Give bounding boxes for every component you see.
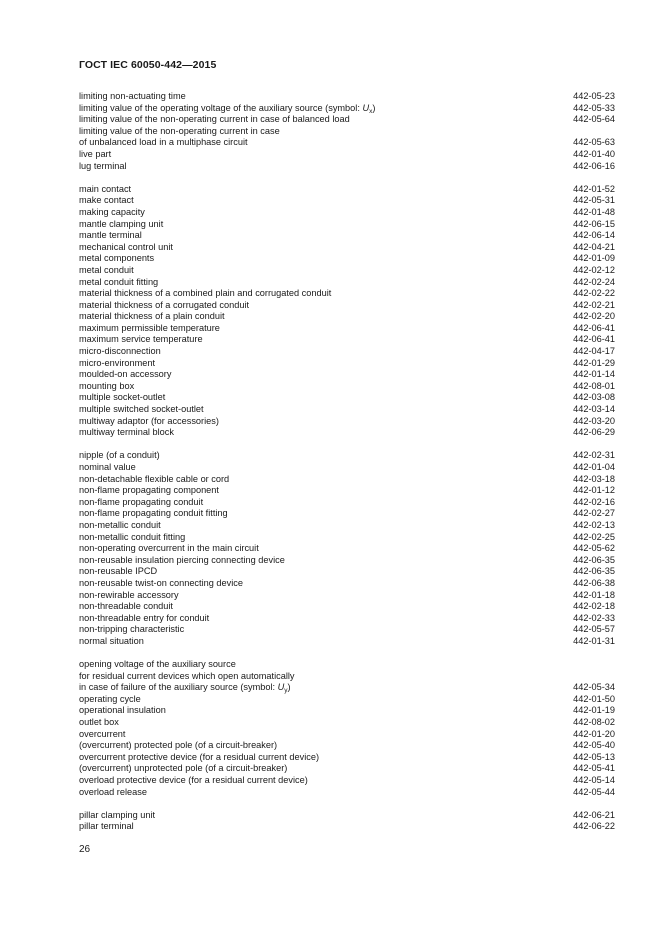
index-entry [79,659,615,671]
index-code: 442-04-17 [573,346,615,357]
index-entry [79,497,615,509]
index-entry [79,230,615,242]
term-text: making capacity [79,206,145,217]
index-code: 442-02-31 [573,450,615,461]
index-entry [79,323,615,335]
index-entry [79,682,615,694]
index-entry [79,601,615,613]
index-code: 442-06-29 [573,427,615,438]
index-code: 442-05-40 [573,740,615,751]
index-code: 442-03-08 [573,392,615,403]
term-text: material thickness of a combined plain and corrugated conduit [79,288,332,299]
index-entry [79,729,615,741]
index-entry [79,485,615,497]
index-entry [79,114,615,126]
term-text: metal conduit [79,264,134,275]
index-term [79,763,287,775]
index-term [79,508,228,520]
index-code: 442-05-14 [573,775,615,786]
index-code: 442-02-22 [573,288,615,299]
term-text: outlet box [79,717,119,728]
index-code: 442-03-18 [573,473,615,484]
index-term [79,114,350,126]
index-code: 442-05-63 [573,137,615,148]
index-term [79,659,236,671]
index-entry [79,358,615,370]
index-term [79,694,141,706]
index-entry [79,775,615,787]
index-term [79,126,280,138]
index-term [79,149,111,161]
index-code: 442-05-57 [573,624,615,635]
term-text: material thickness of a corrugated conduit [79,299,250,310]
index-term [79,253,154,265]
term-text: non-operating overcurrent in the main circuit [79,543,259,554]
index-entry [79,555,615,567]
index-term [79,358,155,370]
term-text: mantle terminal [79,230,142,241]
index-code: 442-01-48 [573,206,615,217]
index-code: 442-05-41 [573,763,615,774]
term-suffix: ) [372,102,376,113]
term-text: (overcurrent) unprotected pole (of a circuit-breaker) [79,763,288,774]
term-text: maximum permissible temperature [79,322,220,333]
term-text: non-threadable entry for conduit [79,612,210,623]
term-text: overcurrent protective device (for a residual current device) [79,751,320,762]
term-text: non-flame propagating conduit fitting [79,508,228,519]
term-text: operational insulation [79,705,166,716]
term-text: overload release [79,786,147,797]
index-code: 442-01-20 [573,728,615,739]
group-spacer [79,439,615,451]
index-code: 442-06-22 [573,821,615,832]
term-text: for residual current devices which open automatically [79,670,295,681]
index-term [79,91,186,103]
index-term [79,300,249,312]
index-term [79,601,173,613]
index-code: 442-01-31 [573,635,615,646]
index-entry [79,810,615,822]
index-term [79,323,220,335]
term-symbol-subscript: x [369,107,373,115]
index-entry [79,821,615,833]
index-entry [79,381,615,393]
term-text: mechanical control unit [79,241,173,252]
index-code: 442-05-44 [573,786,615,797]
index-entry [79,520,615,532]
index-term [79,334,203,346]
index-entry [79,184,615,196]
index-code: 442-06-14 [573,230,615,241]
index-entry [79,624,615,636]
term-text: pillar terminal [79,821,134,832]
index-code: 442-01-04 [573,462,615,472]
index-term [79,752,319,764]
term-text: live part [79,148,112,159]
index-code: 442-02-16 [573,496,615,507]
index-code: 442-05-33 [573,102,615,113]
index-term [79,207,145,219]
document-title: ГОСТ IEC 60050-442—2015 [79,59,217,71]
term-text: metal conduit fitting [79,276,159,287]
index-code: 442-02-13 [573,519,615,530]
index-code: 442-03-14 [573,404,615,415]
index-term [79,532,185,544]
index-entry [79,752,615,764]
term-text: mantle clamping unit [79,218,164,229]
term-text: non-reusable IPCD [79,566,158,577]
index-code: 442-02-20 [573,311,615,322]
index-entry [79,578,615,590]
index-term [79,311,225,323]
term-text: multiway terminal block [79,427,174,438]
group-spacer [79,798,615,810]
index-entry [79,508,615,520]
term-text: multiple socket-outlet [79,392,166,403]
index-term [79,787,147,799]
index-code: 442-06-41 [573,322,615,333]
index-term [79,520,161,532]
term-text: nominal value [79,462,136,472]
term-text: non-metallic conduit fitting [79,531,186,542]
index-entry [79,334,615,346]
index-code: 442-08-01 [573,380,615,391]
index-code: 442-06-15 [573,218,615,229]
index-entry [79,207,615,219]
term-text: moulded-on accessory [79,369,172,380]
index-code: 442-04-21 [573,241,615,252]
index-entry [79,91,615,103]
index-entry [79,787,615,799]
term-text: material thickness of a plain conduit [79,311,225,322]
term-suffix: ) [287,682,291,693]
index-code: 442-02-27 [573,508,615,519]
index-code: 442-02-25 [573,531,615,542]
index-code: 442-05-31 [573,195,615,206]
term-text: pillar clamping unit [79,809,156,820]
index-term [79,555,285,567]
index-entry [79,126,615,138]
index-code: 442-06-35 [573,554,615,565]
index-term [79,392,165,404]
index-term [79,729,125,741]
term-text: micro-environment [79,357,156,368]
index-code: 442-05-64 [573,114,615,125]
index-term [79,636,144,648]
term-text: make contact [79,195,134,206]
index-entry [79,694,615,706]
index-term [79,219,163,231]
index-entry [79,219,615,231]
group-spacer [79,172,615,184]
index-entry [79,416,615,428]
index-entry [79,369,615,381]
index-term [79,578,243,590]
index-entry [79,311,615,323]
index-entry [79,566,615,578]
term-text: non-flame propagating conduit [79,496,204,507]
term-text: operating cycle [79,693,141,704]
index-term [79,740,277,752]
page-number: 26 [79,844,91,855]
index-term [79,590,179,602]
index-entry [79,288,615,300]
index-entry [79,636,615,648]
index-entry [79,253,615,265]
index-code: 442-06-41 [573,334,615,345]
index-entry [79,300,615,312]
term-symbol-subscript: y [284,687,288,695]
index-term [79,369,171,381]
term-text: metal components [79,253,155,264]
term-text: of unbalanced load in a multiphase circuit [79,137,248,148]
index-code: 442-03-20 [573,415,615,426]
index-term [79,810,155,822]
index-code: 442-01-09 [573,253,615,264]
index-term [79,705,166,717]
index-entry [79,392,615,404]
index-code: 442-05-13 [573,751,615,762]
term-text: multiple switched socket-outlet [79,404,204,415]
term-text: maximum service temperature [79,334,203,345]
index-entry [79,590,615,602]
term-text: mounting box [79,380,135,391]
index-code: 442-02-12 [573,264,615,275]
index-term [79,566,157,578]
index-entry [79,346,615,358]
index-entry [79,161,615,173]
index-term [79,775,308,787]
term-text: non-reusable insulation piercing connecting device [79,554,285,565]
index-entry [79,613,615,625]
index-code: 442-05-62 [573,543,615,554]
index-term [79,474,229,486]
index-code: 442-02-24 [573,276,615,287]
term-text: non-flame propagating component [79,485,219,496]
index-term [79,613,209,625]
index-term [79,242,173,254]
index-code: 442-01-29 [573,357,615,368]
index-code: 442-08-02 [573,717,615,728]
term-text: normal situation [79,635,144,646]
index-entry [79,543,615,555]
index-term [79,717,119,729]
index-entry [79,277,615,289]
index-term [79,671,295,683]
index-entry [79,671,615,683]
index-entry [79,474,615,486]
term-text: overcurrent [79,728,126,739]
index-entry [79,242,615,254]
term-text: opening voltage of the auxiliary source [79,659,236,670]
index-code: 442-02-18 [573,601,615,612]
term-text: (overcurrent) protected pole (of a circuit-breaker) [79,740,278,751]
index-term [79,462,136,474]
index-code: 442-06-38 [573,577,615,588]
index-term [79,485,219,497]
index-term [79,821,134,833]
index-code: 442-06-35 [573,566,615,577]
index-entry [79,404,615,416]
term-symbol: U [277,682,285,693]
index-term [79,497,203,509]
index-code: 442-01-12 [573,485,615,496]
index-term [79,450,160,462]
index-term [79,230,142,242]
index-term [79,416,219,428]
term-text: overload protective device (for a residual current device) [79,775,308,786]
index-entry [79,717,615,729]
index-code: 442-01-52 [573,183,615,194]
index-term [79,404,204,416]
index-term [79,161,127,173]
index-entry [79,103,615,115]
term-text: non-metallic conduit [79,519,161,530]
term-text: non-threadable conduit [79,601,173,612]
index-entry [79,137,615,149]
term-text: limiting value of the non-operating current in case of balanced load [79,114,350,125]
index-term [79,346,161,358]
index-code: 442-01-18 [573,589,615,600]
term-text: non-detachable flexible cable or cord [79,473,230,484]
index-term [79,381,134,393]
index-term [79,427,174,439]
index-entry [79,532,615,544]
group-spacer [79,648,615,660]
term-text: limiting non-actuating time [79,91,186,101]
index-term [79,195,134,207]
index-term [79,624,184,636]
index-code: 442-05-23 [573,91,615,101]
index-code: 442-06-21 [573,809,615,820]
index-code: 442-06-16 [573,160,615,171]
term-symbol: U [362,102,370,113]
index-entry [79,149,615,161]
term-text: non-tripping characteristic [79,624,185,635]
index-code: 442-01-19 [573,705,615,716]
index-entry [79,740,615,752]
term-text: nipple (of a conduit) [79,450,160,461]
term-text: lug terminal [79,160,127,171]
term-text: non-reusable twist-on connecting device [79,577,243,588]
term-text: in case of failure of the auxiliary source (symbol: [79,682,278,693]
index-code: 442-02-33 [573,612,615,623]
index-entry [79,763,615,775]
index-term [79,288,331,300]
index-term [79,137,248,149]
term-text: non-rewirable accessory [79,589,179,600]
term-text: micro-disconnection [79,346,161,357]
index-code: 442-05-34 [573,682,615,693]
index-code: 442-02-21 [573,299,615,310]
index-term [79,543,259,555]
term-text: limiting value of the non-operating current in case [79,125,280,136]
term-text: main contact [79,183,132,194]
index-term [79,184,131,196]
term-text: multiway adaptor (for accessories) [79,415,219,426]
index-entry [79,265,615,277]
term-index [79,91,615,833]
term-text: limiting value of the operating voltage of the auxiliary source (symbol: [79,102,363,113]
index-entry [79,427,615,439]
index-code: 442-01-50 [573,693,615,704]
index-code: 442-01-40 [573,148,615,159]
index-code: 442-01-14 [573,369,615,380]
index-entry [79,705,615,717]
index-term [79,265,134,277]
index-entry [79,450,615,462]
index-entry [79,195,615,207]
index-entry [79,462,615,474]
index-term [79,277,158,289]
